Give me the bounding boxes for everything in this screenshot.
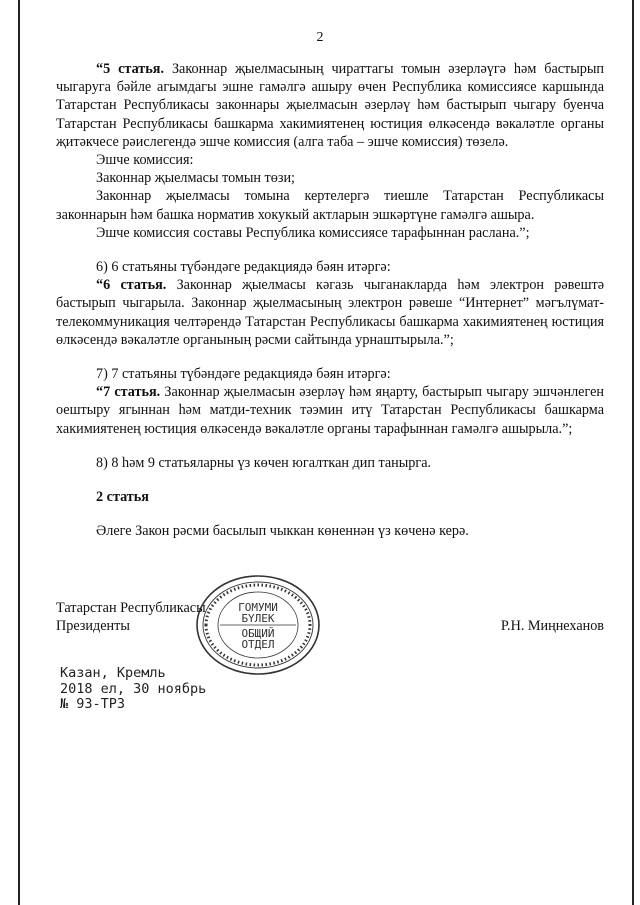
stamp-line-1: ГОМУМИ [238, 601, 278, 614]
spacer [56, 438, 604, 454]
spacer [56, 472, 604, 488]
stamp-line-2: БҮЛЕК [241, 612, 275, 625]
amendment-item-7: 7) 7 статьяны түбәндәге редакциядә бәян итәргә: [96, 366, 391, 383]
signatory-name: Р.Н. Миңнеханов [500, 618, 604, 634]
working-commission-item-1: Законнар җыелмасы томын төзи; [96, 170, 295, 187]
spacer [56, 349, 604, 365]
footer-date: 2018 ел, 30 ноябрь [60, 680, 207, 697]
article-6-text: Законнар җыелмасы кәгазь чыганакларда һәм электрон рәвештә бастырып чыгарыла. Законнар җыелмасының электрон рәвеше “Интернет” мәгълүмат-телекоммуникация челтәрендә Татарстан Республикасы башкарма хакимиятенең юстиция өлкәсендә вәкаләтле органының рәсми сайтында урнаштырыла.”; [56, 277, 604, 348]
signatory-title-line-1: Татарстан Республикасы [56, 600, 206, 616]
working-commission-item-2: Законнар җыелмасы томына кертелергә тиешле Татарстан Республикасы законнарын һәм башка норматив хокукый актларын эшкәртүне гамәлгә ашыра. [56, 188, 604, 223]
section-2-title: 2 статья [96, 489, 149, 506]
working-commission-item-3: Эшче комиссия составы Республика комиссиясе тарафыннан раслана.”; [96, 224, 530, 241]
signatory-title-line-2: Президенты [56, 618, 130, 635]
article-5-text: Законнар җыелмасының чираттагы томын әзерләүгә һәм бастырып чыгаруга бәйле агымдагы эшне гамәлгә ашыру өчен Республика комиссиясе каршында Татарстан Республикасы законнары җыелмасын әзерләү һәм бастырып чыгару буенча Татарстан Республикасы башкарма хакимиятенең юстиция өлкәсендә вәкаләтле органы җитәкчесе рәислегендә эшче комиссия (алга таба – эшче комиссия) төзелә. [56, 61, 604, 150]
enactment-clause: Әлеге Закон рәсми басылып чыккан көненнән үз көченә керә. [96, 523, 469, 540]
footer-number: № 93-ТРЗ [60, 696, 126, 712]
footer-place: Казан, Кремль [60, 665, 166, 681]
article-7-paragraph [56, 383, 604, 438]
article-5-paragraph [56, 60, 604, 151]
amendment-item-6: 6) 6 статьяны түбәндәге редакциядә бәян итәргә: [96, 259, 391, 276]
stamp-line-3: ОБЩИЙ [241, 627, 275, 640]
amendment-item-8: 8) 8 һәм 9 статьяларны үз көчен югалткан дип танырга. [96, 454, 432, 471]
article-6-heading: “6 статья. [96, 277, 167, 294]
article-6-paragraph [56, 276, 604, 349]
document-footer [60, 666, 206, 713]
stamp-line-4: ОТДЕЛ [241, 638, 275, 651]
signatory-title [56, 599, 206, 635]
article-7-heading: “7 статья. [96, 384, 161, 401]
spacer [56, 506, 604, 522]
scan-left-edge [18, 0, 20, 905]
article-5-heading: “5 статья. [96, 61, 164, 77]
document-body [56, 60, 604, 540]
section-2-heading [56, 488, 604, 506]
page-number: 2 [316, 30, 324, 45]
article-7-text: Законнар җыелмасын әзерләү һәм яңарту, бастырып чыгару эшчәнлеген оештыру ягыннан һәм матди-техник тәэмин итү Татарстан Республикасы башкарма хакимиятенең юстиция өлкәсендә вәкаләтле органы тарафыннан гамәлгә ашырыла.”; [56, 384, 604, 437]
working-commission-heading: Эшче комиссия: [96, 152, 194, 169]
spacer [56, 242, 604, 258]
scan-right-edge [632, 0, 634, 905]
official-stamp [194, 573, 322, 677]
